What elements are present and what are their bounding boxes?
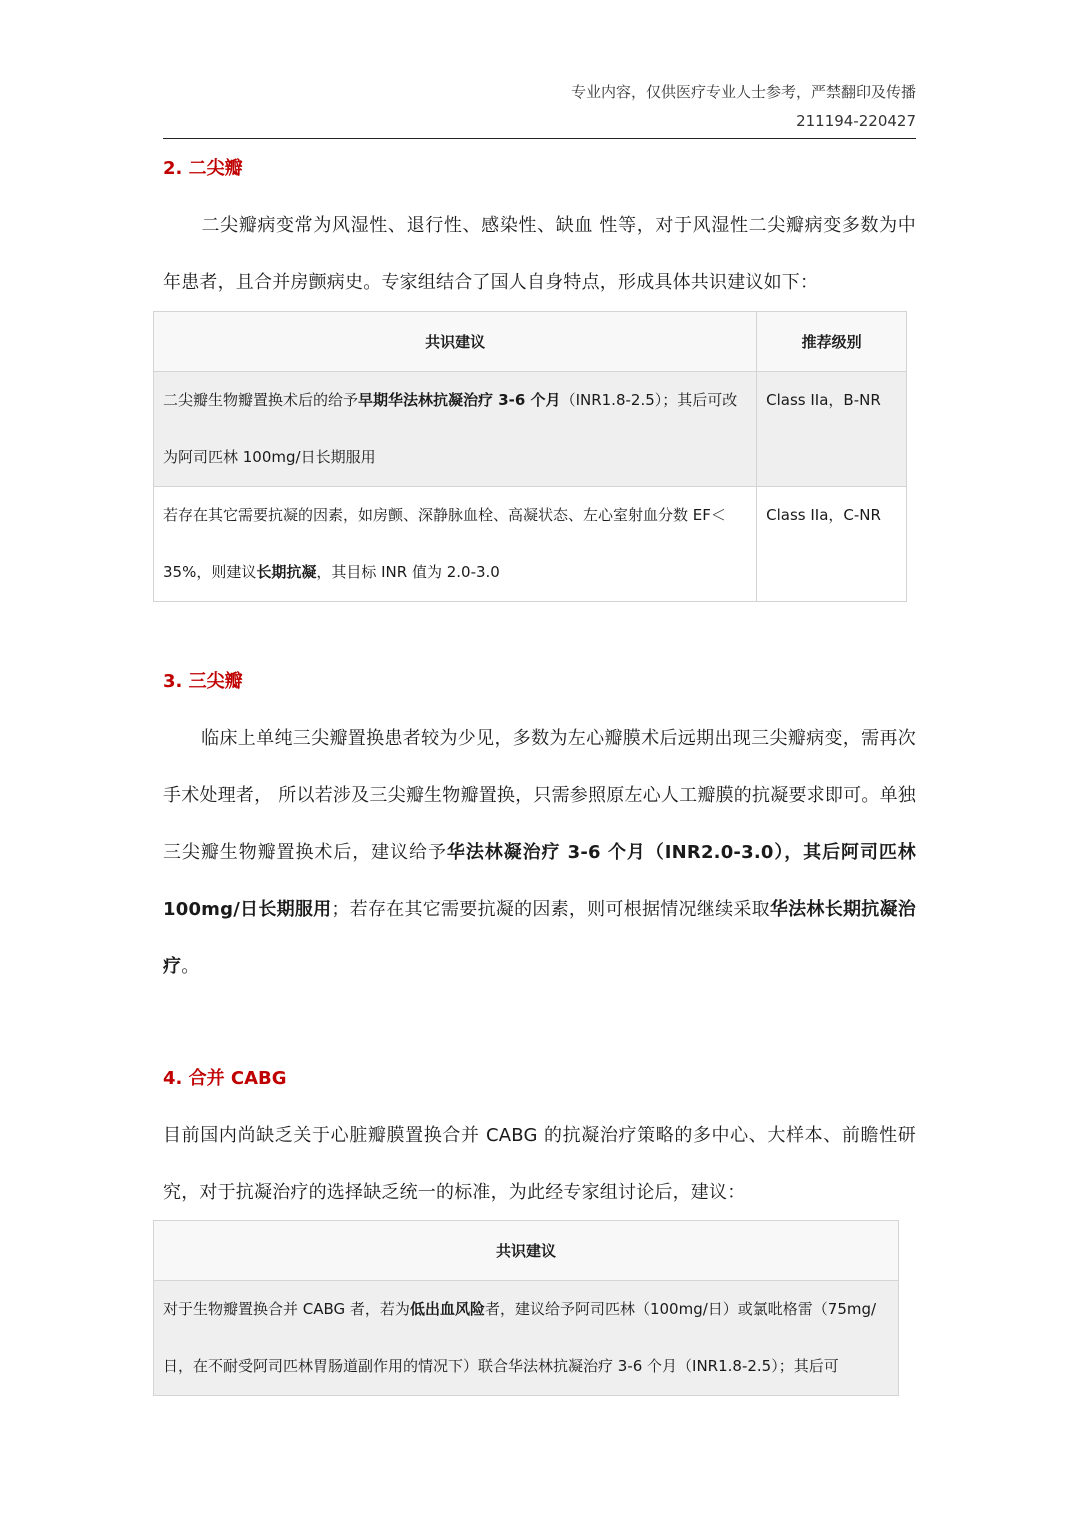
- table-row: [154, 372, 907, 487]
- paragraph-text: 二尖瓣病变常为风湿性、退行性、感染性、缺血 性等，对于风湿性二尖瓣病变多数为中年患者，且合并房颤病史。专家组结合了国人自身特点，形成具体共识建议如下：: [163, 215, 916, 293]
- recommendation-bold: 长期抗凝: [256, 563, 317, 581]
- recommendation-text: （INR1.8-2.5）；其后可改为阿司匹林 100mg/日长期服用: [163, 391, 738, 466]
- table-header-level: 推荐级别: [757, 312, 907, 372]
- table-header-recommendation: 共识建议: [154, 1221, 899, 1281]
- recommendation-bold: 低出血风险: [409, 1300, 485, 1318]
- consensus-table-cabg: [153, 1220, 899, 1396]
- paragraph-text: 临床上单纯三尖瓣置换患者较为少见，多数为左心瓣膜术后远期出现三尖瓣病变，需再次手术处理者， 所以若涉及三尖瓣生物瓣置换，只需参照原左心人工瓣膜的抗凝要求即可。单独三尖瓣生物瓣置换术后，建议给予: [163, 728, 916, 863]
- table-row: [154, 487, 907, 602]
- recommendation-text: 对于生物瓣置换合并 CABG 者，若为: [163, 1300, 410, 1318]
- section-title-tricuspid: 3. 三尖瓣: [163, 671, 243, 692]
- recommendation-text: 者，建议给予阿司匹林（100mg/日）或氯吡格雷（75mg/日，在不耐受阿司匹林胃肠道副作用的情况下）联合华法林抗凝治疗 3-6 个月（INR1.8-2.5）；其后可: [163, 1300, 877, 1375]
- header-code: 211194-220427: [796, 112, 916, 130]
- recommendation-cell: [154, 1281, 899, 1396]
- section-title-mitral: 2. 二尖瓣: [163, 158, 243, 179]
- recommendation-cell: [154, 372, 757, 487]
- recommendation-bold: 早期华法林抗凝治疗 3-6 个月: [358, 391, 561, 409]
- level-cell: Class IIa，C-NR: [757, 487, 907, 602]
- paragraph-text: 。: [181, 956, 200, 977]
- page-header: [163, 78, 916, 136]
- section-paragraph-mitral: [163, 197, 916, 311]
- table-row: [154, 1281, 899, 1396]
- section-paragraph-cabg: 目前国内尚缺乏关于心脏瓣膜置换合并 CABG 的抗凝治疗策略的多中心、大样本、前瞻性研究，对于抗凝治疗的选择缺乏统一的标准，为此经专家组讨论后，建议：: [163, 1125, 916, 1203]
- section-title-cabg: 4. 合并 CABG: [163, 1068, 287, 1089]
- section-paragraph-tricuspid: [163, 710, 916, 995]
- recommendation-text: ，其目标 INR 值为 2.0-3.0: [316, 563, 500, 581]
- recommendation-text: 二尖瓣生物瓣置换术后的给予: [163, 391, 359, 409]
- table-header-recommendation: 共识建议: [154, 312, 757, 372]
- paragraph-bold: 华法林凝治疗 3-6 个月（INR2.0-3.0），其后阿司匹林 100mg/日长期服用: [163, 842, 916, 920]
- header-divider: [163, 138, 916, 139]
- level-cell: Class IIa，B-NR: [757, 372, 907, 487]
- consensus-table-mitral: [153, 311, 907, 602]
- paragraph-bold: 华法林长期抗凝治疗: [163, 899, 916, 977]
- recommendation-text: 若存在其它需要抗凝的因素，如房颤、深静脉血栓、高凝状态、左心室射血分数 EF＜35%，则建议: [163, 506, 726, 581]
- header-notice: 专业内容，仅供医疗专业人士参考，严禁翻印及传播: [570, 83, 916, 101]
- paragraph-text: ；若存在其它需要抗凝的因素，则可根据情况继续采取: [331, 899, 770, 920]
- recommendation-cell: [154, 487, 757, 602]
